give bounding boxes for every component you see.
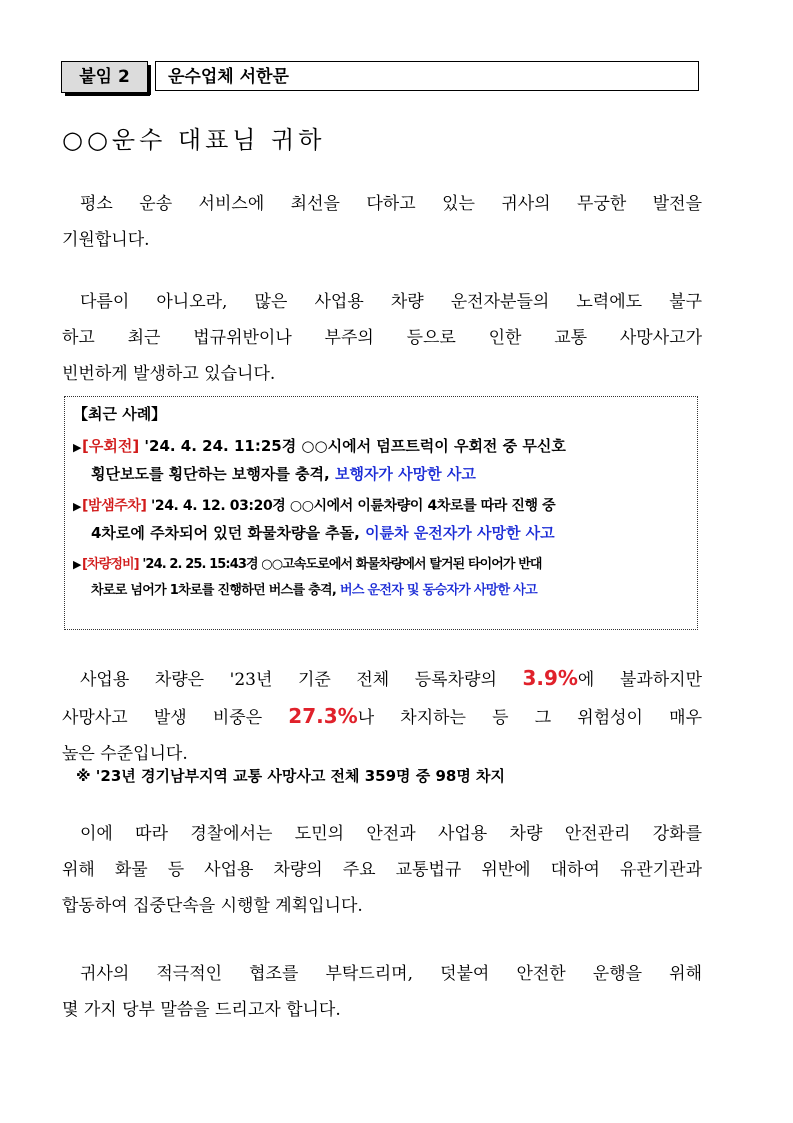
case-label: [우회전] <box>82 437 140 455</box>
recent-cases-box <box>64 396 698 630</box>
text-line: 빈번하게 발생하고 있습니다. <box>62 364 276 384</box>
text-line: 평소 운송 서비스에 최선을 다하고 있는 귀사의 무궁한 발전을 <box>80 194 702 214</box>
document-subject: 운수업체 서한문 <box>155 61 699 91</box>
case-description: '24. 4. 12. 03:20경 ○○시에서 이륜차량이 4차로를 따라 진행 중 <box>146 498 556 514</box>
text-line: 다름이 아니오라, 많은 사업용 차량 운전자분들의 노력에도 불구 <box>80 292 702 312</box>
text-segment: 에 불과하지만 <box>577 670 703 690</box>
text-line: 위해 화물 등 사업용 차량의 주요 교통법규 위반에 대하여 유관기관과 <box>62 860 702 880</box>
text-segment: 나 차지하는 등 그 위험성이 매우 <box>357 708 702 728</box>
paragraph-statistics <box>62 660 702 772</box>
case-result: 버스 운전자 및 동승자가 사망한 사고 <box>339 583 537 598</box>
case-item <box>73 493 689 546</box>
text-line: 기원합니다. <box>62 230 150 250</box>
cases-title: 【최근 사례】 <box>73 405 167 423</box>
paragraph-background <box>62 284 702 392</box>
paragraph-enforcement <box>62 816 702 924</box>
case-description: '24. 4. 24. 11:25경 ○○시에서 덤프트럭이 우회전 중 무신호 <box>139 437 566 455</box>
triangle-bullet-icon: ▶ <box>73 558 81 571</box>
text-line <box>62 698 702 736</box>
case-description: '24. 2. 25. 15:43경 ○○고속도로에서 화물차량에서 탈거된 타이어가 반대 <box>138 557 542 572</box>
text-line: 하고 최근 법규위반이나 부주의 등으로 인한 교통 사망사고가 <box>62 328 702 348</box>
stat-fatality-share: 27.3% <box>288 704 358 728</box>
text-line <box>62 660 702 698</box>
text-line: 합동하여 집중단속을 시행할 계획입니다. <box>62 896 363 916</box>
stat-registration-share: 3.9% <box>522 666 578 690</box>
statistics-note: ※ '23년 경기남부지역 교통 사망사고 전체 359명 중 98명 차지 <box>76 767 506 785</box>
text-line: 이에 따라 경찰에서는 도민의 안전과 사업용 차량 안전관리 강화를 <box>80 824 702 844</box>
attachment-tag: 붙임 2 <box>61 61 148 93</box>
case-label: [밤샘주차] <box>82 498 147 514</box>
text-segment: 사업용 차량은 '23년 기준 전체 등록차량의 <box>80 670 523 690</box>
case-result: 이륜차 운전자가 사망한 사고 <box>365 524 555 542</box>
paragraph-greeting <box>62 186 702 258</box>
attachment-header <box>61 61 699 93</box>
text-segment: 사망사고 발생 비중은 <box>62 708 289 728</box>
case-description: 4차로에 주차되어 있던 화물차량을 추돌, <box>91 524 366 542</box>
case-description: 차로로 넘어가 1차로를 진행하던 버스를 충격, <box>91 583 340 598</box>
paragraph-request <box>62 956 702 1028</box>
text-line: 몇 가지 당부 말씀을 드리고자 합니다. <box>62 1000 341 1020</box>
case-description: 횡단보도를 횡단하는 보행자를 충격, <box>91 465 335 483</box>
triangle-bullet-icon: ▶ <box>73 500 82 513</box>
text-line: 귀사의 적극적인 협조를 부탁드리며, 덧붙여 안전한 운행을 위해 <box>80 964 702 984</box>
text-line: 높은 수준입니다. <box>62 744 188 764</box>
addressee: ○○운수 대표님 귀하 <box>62 126 326 154</box>
triangle-bullet-icon: ▶ <box>73 441 82 454</box>
case-item <box>73 552 689 604</box>
case-item <box>73 433 689 487</box>
case-result: 보행자가 사망한 사고 <box>334 465 476 483</box>
case-label: [차량정비] <box>82 557 139 572</box>
